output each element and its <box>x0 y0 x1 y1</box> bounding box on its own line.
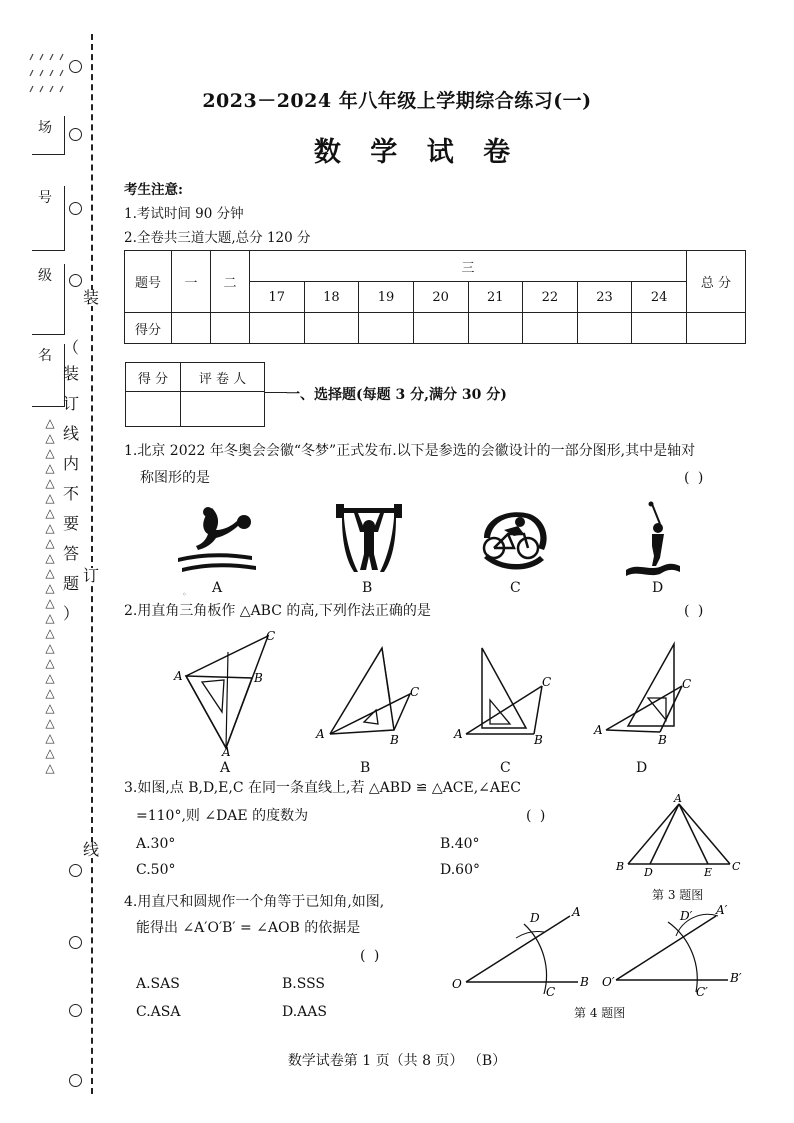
svg-text:A: A <box>454 727 463 741</box>
q1-answer-paren: ( ) <box>684 470 706 486</box>
q1-text: 1.北京 2022 年冬奥会会徽“冬梦”正式发布.以下是参选的会徽设计的一部分图形,其中是轴对 <box>124 443 696 459</box>
page-footer: 数学试卷第 1 页（共 8 页） （B） <box>287 1053 507 1069</box>
q1-label-b: B <box>362 580 373 596</box>
score-q-number: 21 <box>468 282 523 313</box>
q4-option-c: C.ASA <box>136 1004 181 1020</box>
q3-text: =110°,则 ∠DAE 的度数为 <box>136 808 309 824</box>
q4-caption: 第 4 题图 <box>574 1006 626 1020</box>
q1-emblem-d-image <box>624 500 680 580</box>
svg-text:B: B <box>390 733 399 746</box>
svg-text:A: A <box>222 745 231 758</box>
svg-text:A′: A′ <box>716 903 728 917</box>
q2-answer-paren: ( ) <box>684 603 706 619</box>
binding-hole <box>69 60 82 73</box>
score-part-one: 一 <box>172 251 211 313</box>
score-row-label-score: 得分 <box>125 313 172 344</box>
score-cell <box>250 313 305 344</box>
svg-text:E: E <box>704 866 713 876</box>
score-cell <box>304 313 359 344</box>
score-cell <box>413 313 468 344</box>
svg-text:A: A <box>316 727 325 741</box>
q2-figure-c <box>450 640 560 746</box>
q1-label-d: D <box>652 580 664 596</box>
q2-label-a: A <box>220 760 231 776</box>
q4-option-a: A.SAS <box>136 976 180 992</box>
binding-hole <box>69 936 82 949</box>
score-q-number: 20 <box>413 282 468 313</box>
notes-item: 2.全卷共三道大题,总分 120 分 <box>124 230 311 246</box>
score-cell <box>523 313 578 344</box>
score-q-number: 22 <box>523 282 578 313</box>
exam-subtitle: 数 学 试 卷 <box>313 137 521 168</box>
binding-field-exam-room: 场 <box>32 116 65 155</box>
score-total-label: 总 分 <box>687 251 746 313</box>
score-part-two: 二 <box>211 251 250 313</box>
score-cell <box>211 313 250 344</box>
grader-box <box>125 362 265 427</box>
score-q-number: 18 <box>304 282 359 313</box>
svg-text:B: B <box>616 860 625 873</box>
q1-emblem-c-image <box>474 504 552 570</box>
q1-label-a: A <box>212 580 223 596</box>
svg-text:A: A <box>174 669 183 683</box>
score-cell <box>577 313 632 344</box>
svg-text:D: D <box>644 866 653 876</box>
score-q-number: 23 <box>577 282 632 313</box>
q3-option-a: A.30° <box>136 836 176 852</box>
svg-text:C: C <box>682 677 692 691</box>
svg-text:O: O <box>452 977 462 991</box>
binding-hole <box>69 202 82 215</box>
binding-triangle-marks: △ △ △ △ △ △ △ △ △ △ △ △ △ △ △ △ △ △ △ △ △ △ △ △ <box>45 416 55 775</box>
q2-figure-d <box>590 636 700 744</box>
grader-name-label: 评 卷 人 <box>181 363 265 392</box>
binding-field-number: 号 <box>32 186 65 251</box>
binding-dashed-line <box>91 34 93 1094</box>
score-q-number: 24 <box>632 282 687 313</box>
svg-text:C: C <box>266 629 276 643</box>
q4-text: 4.用直尺和圆规作一个角等于已知角,如图, <box>124 894 385 910</box>
svg-text:B′: B′ <box>730 971 742 985</box>
exam-title: 2023－2024 年八年级上学期综合练习(一) <box>202 90 592 112</box>
score-cell <box>172 313 211 344</box>
svg-text:B: B <box>254 671 263 685</box>
q2-label-d: D <box>636 760 648 776</box>
q1-emblem-a-image <box>172 500 264 580</box>
score-row-label-number: 题号 <box>125 251 172 313</box>
notes-heading: 考生注意: <box>124 182 183 198</box>
q2-figure-b <box>310 640 426 746</box>
score-table <box>124 250 746 344</box>
binding-mark-zhuang: 装 <box>82 288 99 307</box>
binding-warning-column: （ 装 订 线 内 不 要 答 题 ） <box>62 338 79 623</box>
binding-mark-ding: 订 <box>82 566 99 585</box>
section-connector <box>265 392 287 393</box>
score-q-number: 19 <box>359 282 414 313</box>
q4-answer-paren: ( ) <box>360 948 382 964</box>
notes-item: 1.考试时间 90 分钟 <box>124 206 244 222</box>
q1-label-c: C <box>510 580 521 596</box>
grader-score-cell <box>126 392 181 427</box>
svg-text:C: C <box>546 985 556 999</box>
grader-name-cell <box>181 392 265 427</box>
score-part-three: 三 <box>250 251 687 282</box>
binding-mark-xian: 线 <box>82 840 99 859</box>
q2-text: 2.用直角三角板作 △ABC 的高,下列作法正确的是 <box>124 603 431 619</box>
section-one-title: 一、选择题(每题 3 分,满分 30 分) <box>286 387 507 403</box>
svg-text:A: A <box>674 794 682 805</box>
svg-text:C: C <box>732 860 741 873</box>
score-q-number: 17 <box>250 282 305 313</box>
q2-figure-a <box>172 628 284 758</box>
q4-option-b: B.SSS <box>282 976 326 992</box>
svg-text:A: A <box>594 723 603 737</box>
q2-label-c: C <box>500 760 511 776</box>
q3-answer-paren: ( ) <box>526 808 548 824</box>
binding-field-class: 级 <box>32 264 65 335</box>
q3-option-c: C.50° <box>136 862 176 878</box>
q3-text: 3.如图,点 B,D,E,C 在同一条直线上,若 △ABD ≌ △ACE,∠AEC <box>124 780 521 796</box>
svg-text:C: C <box>410 685 420 699</box>
q3-option-b: B.40° <box>440 836 480 852</box>
q4-option-d: D.AAS <box>282 1004 327 1020</box>
grader-score-label: 得 分 <box>126 363 181 392</box>
binding-hole <box>69 1004 82 1017</box>
score-cell <box>687 313 746 344</box>
score-cell <box>468 313 523 344</box>
binding-hole <box>69 864 82 877</box>
svg-text:C: C <box>542 675 552 689</box>
svg-text:B: B <box>580 975 589 989</box>
svg-text:D: D <box>530 911 540 925</box>
q1-text: 称图形的是 <box>140 470 210 486</box>
q4-text: 能得出 ∠A′O′B′ = ∠AOB 的依据是 <box>136 920 361 936</box>
binding-hole <box>69 1074 82 1087</box>
score-cell <box>632 313 687 344</box>
q4-figure-original-angle <box>446 898 600 1002</box>
binding-field-name: 名 <box>32 344 65 407</box>
q3-figure <box>612 794 746 876</box>
q1-emblem-b-image <box>334 502 404 574</box>
svg-text:A: A <box>572 905 581 919</box>
svg-text:C′: C′ <box>696 985 708 999</box>
q2-label-b: B <box>360 760 371 776</box>
svg-text:B: B <box>658 733 667 744</box>
q1-emblem-a-dot: ◦ <box>182 590 187 599</box>
binding-hole <box>69 274 82 287</box>
svg-text:B: B <box>534 733 543 746</box>
svg-text:O′: O′ <box>602 975 615 989</box>
svg-text:D′: D′ <box>680 909 693 923</box>
q3-caption: 第 3 题图 <box>652 888 704 902</box>
score-cell <box>359 313 414 344</box>
q4-figure-constructed-angle <box>600 896 748 1002</box>
q3-option-d: D.60° <box>440 862 480 878</box>
